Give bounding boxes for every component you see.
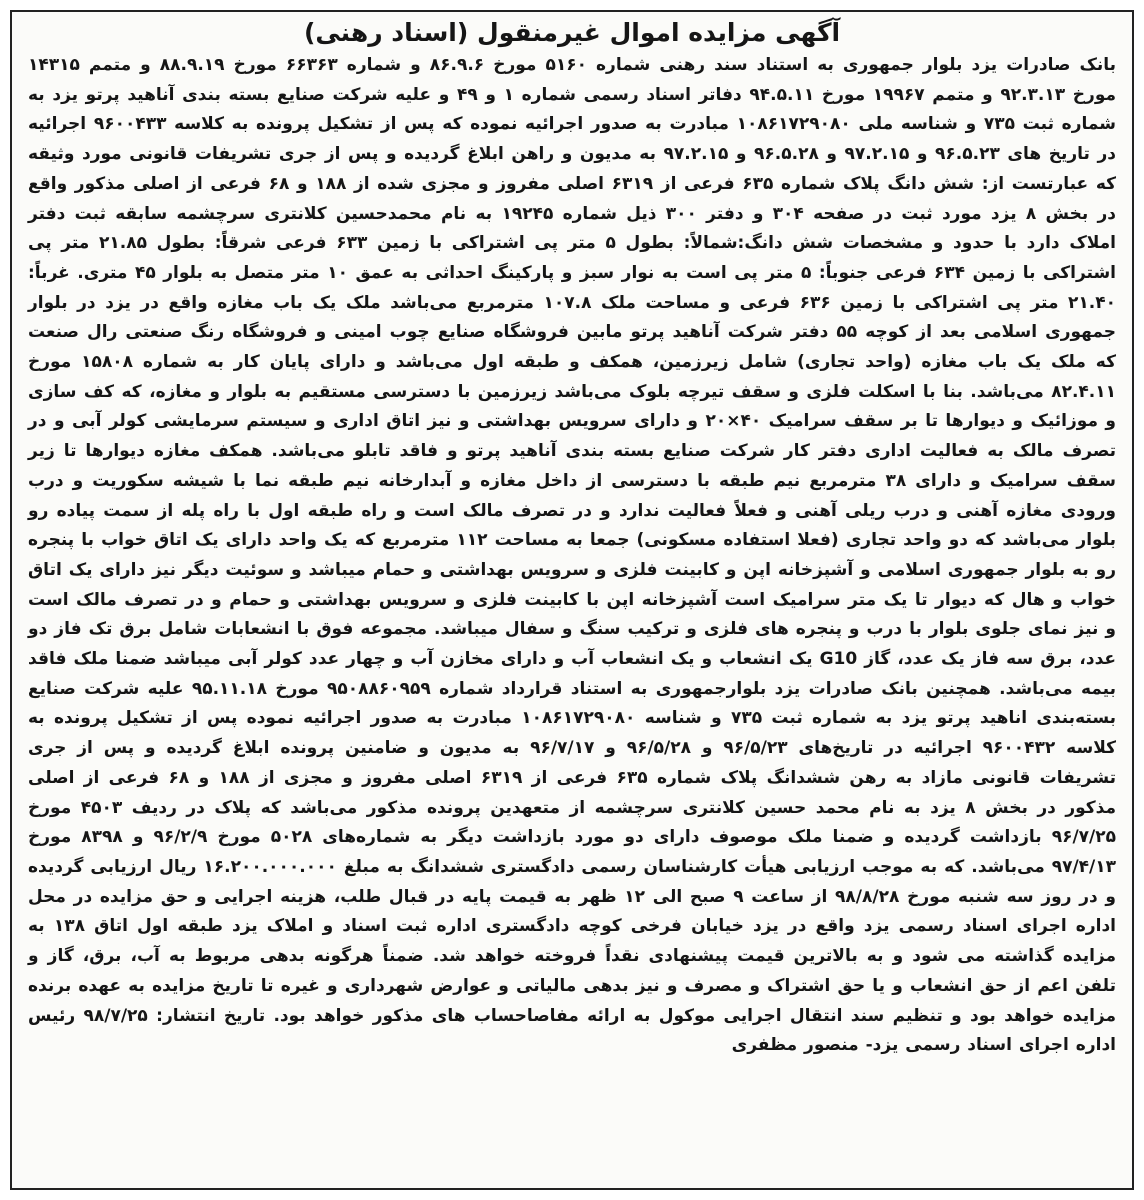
notice-box — [10, 10, 1134, 1190]
notice-body: بانک صادرات یزد بلوار جمهوری به استناد سند رهنی شماره ۵۱۶۰ مورخ ۸۶.۹.۶ و شماره ۶۶۳۶۳ مورخ ۸۸.۹.۱۹ و متمم ۱۴۳۱۵ مورخ ۹۲.۳.۱۳ و متمم ۱۹۹۶۷ مورخ ۹۴.۵.۱۱ دفاتر اسناد رسمی شماره ۱ و ۴۹ و علیه شرکت صنایع بسته بندی آناهید پرتو یزد به شماره ثبت ۷۳۵ و شناسه ملی ۱۰۸۶۱۷۲۹۰۸۰ مبادرت به صدور اجرائیه نموده که پس از تشکیل پرونده به کلاسه ۹۶۰۰۴۳۳ اجرائیه در تاریخ های ۹۶.۵.۲۳ و ۹۷.۲.۱۵ و ۹۶.۵.۲۸ و ۹۷.۲.۱۵ به مدیون و راهن ابلاغ گردیده و پس از جری تشریفات قانونی مورد وثیقه که عبارتست از: شش دانگ پلاک شماره ۶۳۵ فرعی از ۶۳۱۹ اصلی مفروز و مجزی شده از ۱۸۸ و ۶۸ فرعی از اصلی مذکور واقع در بخش ۸ یزد مورد ثبت در صفحه ۳۰۴ و دفتر ۳۰۰ ذیل شماره ۱۹۲۴۵ به نام محمدحسین کلانتری سرچشمه سابقه ثبت دفتر املاک دارد با حدود و مشخصات شش دانگ:شمالاً: بطول ۵ متر پی اشتراکی با زمین ۶۳۳ فرعی شرقاً: بطول ۲۱.۸۵ متر پی اشتراکی با زمین ۶۳۴ فرعی جنوباً: ۵ متر پی است به نوار سبز و پارکینگ احداثی به عمق ۱۰ متر متصل به بلوار ۴۵ متری. غرباً: ۲۱.۴۰ متر پی اشتراکی با زمین ۶۳۶ فرعی و مساحت ملک ۱۰۷.۸ مترمربع می‌باشد ملک یک باب مغازه واقع در یزد در بلوار جمهوری اسلامی بعد از کوچه ۵۵ دفتر شرکت آناهید پرتو مابین فروشگاه صنایع چوب امینی و فروشگاه رنگ صنعتی رال صنعت که ملک یک باب مغازه (واحد تجاری) شامل زیرزمین، همکف و طبقه اول می‌باشد و دارای پایان کار به شماره ۱۵۸۰۸ مورخ ۸۲.۴.۱۱ می‌باشد. بنا با اسکلت فلزی و سقف تیرچه بلوک می‌باشد زیرزمین با دسترسی مستقیم به بلوار و مغازه، که کف سازی و موزائیک و دیوارها تا بر سقف سرامیک ۴۰×۲۰ و دارای سرویس بهداشتی و نیز اتاق اداری و سیستم سرمایشی کولر آبی و در تصرف مالک به فعالیت اداری دفتر کار شرکت صنایع بسته بندی آناهید پرتو و فاقد تابلو می‌باشد. همکف مغازه دیوارها تا زیر سقف سرامیک و دارای ۳۸ مترمربع نیم طبقه با دسترسی از داخل مغازه و آبدارخانه نیم طبقه نما با شیشه سکوریت و درب ورودی مغازه آهنی و درب ریلی آهنی و فعلاً فعالیت ندارد و در تصرف مالک است و راه طبقه اول با راه پله از سمت پیاده رو بلوار می‌باشد که دو واحد تجاری (فعلا استفاده مسکونی) جمعا به مساحت ۱۱۲ مترمربع که یک واحد دارای یک اتاق خواب با پنجره رو به بلوار جمهوری اسلامی و آشپزخانه اپن و کابینت فلزی و سرویس بهداشتی و حمام میباشد و سوئیت دیگر نیز دارای یک اتاق خواب و هال که دیوار تا یک متر سرامیک است آشپزخانه اپن با کابینت فلزی و سرویس بهداشتی و حمام و در تصرف مالک است و نیز نمای جلوی بلوار با درب و پنجره های فلزی و ترکیب سنگ و سفال میباشد. مجموعه فوق با انشعابات شامل برق تک فاز دو عدد، برق سه فاز یک عدد، گاز G10 یک انشعاب و یک انشعاب آب و دارای مخازن آب و چهار عدد کولر آبی میباشد ضمنا ملک فاقد بیمه می‌باشد. همچنین بانک صادرات یزد بلوارجمهوری به استناد قرارداد شماره ۹۵۰۸۸۶۰۹۵۹ مورخ ۹۵.۱۱.۱۸ علیه شرکت صنایع بسته‌بندی اناهید پرتو یزد به شماره ثبت ۷۳۵ و شناسه ۱۰۸۶۱۷۲۹۰۸۰ مبادرت به صدور اجرائیه نموده پس از تشکیل پرونده به کلاسه ۹۶۰۰۴۳۲ اجرائیه در تاریخ‌های ۹۶/۵/۲۳ و ۹۶/۵/۲۸ و ۹۶/۷/۱۷ به مدیون و ضامنین پرونده ابلاغ گردیده و پس از جری تشریفات قانونی مازاد به رهن ششدانگ پلاک شماره ۶۳۵ فرعی از ۶۳۱۹ اصلی مفروز و مجزی از ۱۸۸ و ۶۸ فرعی از اصلی مذکور در بخش ۸ یزد به نام محمد حسین کلانتری سرچشمه از متعهدین پرونده مذکور می‌باشد که پلاک در ردیف ۴۵۰۳ مورخ ۹۶/۷/۲۵ بازداشت گردیده و ضمنا ملک موصوف دارای دو مورد بازداشت دیگر به شماره‌های ۵۰۲۸ مورخ ۹۶/۲/۹ و ۸۳۹۸ مورخ ۹۷/۴/۱۳ می‌باشد. که به موجب ارزیابی هیأت کارشناسان رسمی دادگستری ششدانگ به مبلغ ۱۶.۲۰۰.۰۰۰.۰۰۰ ریال ارزیابی گردیده و در روز سه شنبه مورخ ۹۸/۸/۲۸ از ساعت ۹ صبح الی ۱۲ ظهر به قیمت پایه در قبال طلب، هزینه اجرایی و حق مزایده در محل اداره اجرای اسناد رسمی یزد واقع در یزد خیابان فرخی کوچه دادگستری اداره ثبت اسناد و املاک یزد طبقه اول اتاق ۱۳۸ به مزایده گذاشته می شود و به بالاترین قیمت پیشنهادی نقداً فروخته خواهد شد. ضمناً هرگونه بدهی مربوط به آب، برق، گاز و تلفن اعم از حق انشعاب و یا حق اشتراک و مصرف و نیز بدهی مالیاتی و عوارض شهرداری و غیره تا تاریخ مزایده به عهده برنده مزایده خواهد بود و تنظیم سند انتقال اجرایی موکول به ارائه مفاصاحساب های مذکور خواهد بود. تاریخ انتشار: ۹۸/۷/۲۵ رئیس اداره اجرای اسناد رسمی یزد- منصور مظفری — [27, 55, 1117, 1056]
notice-title: آگهی مزایده اموال غیرمنقول (اسناد رهنی) — [303, 18, 841, 47]
